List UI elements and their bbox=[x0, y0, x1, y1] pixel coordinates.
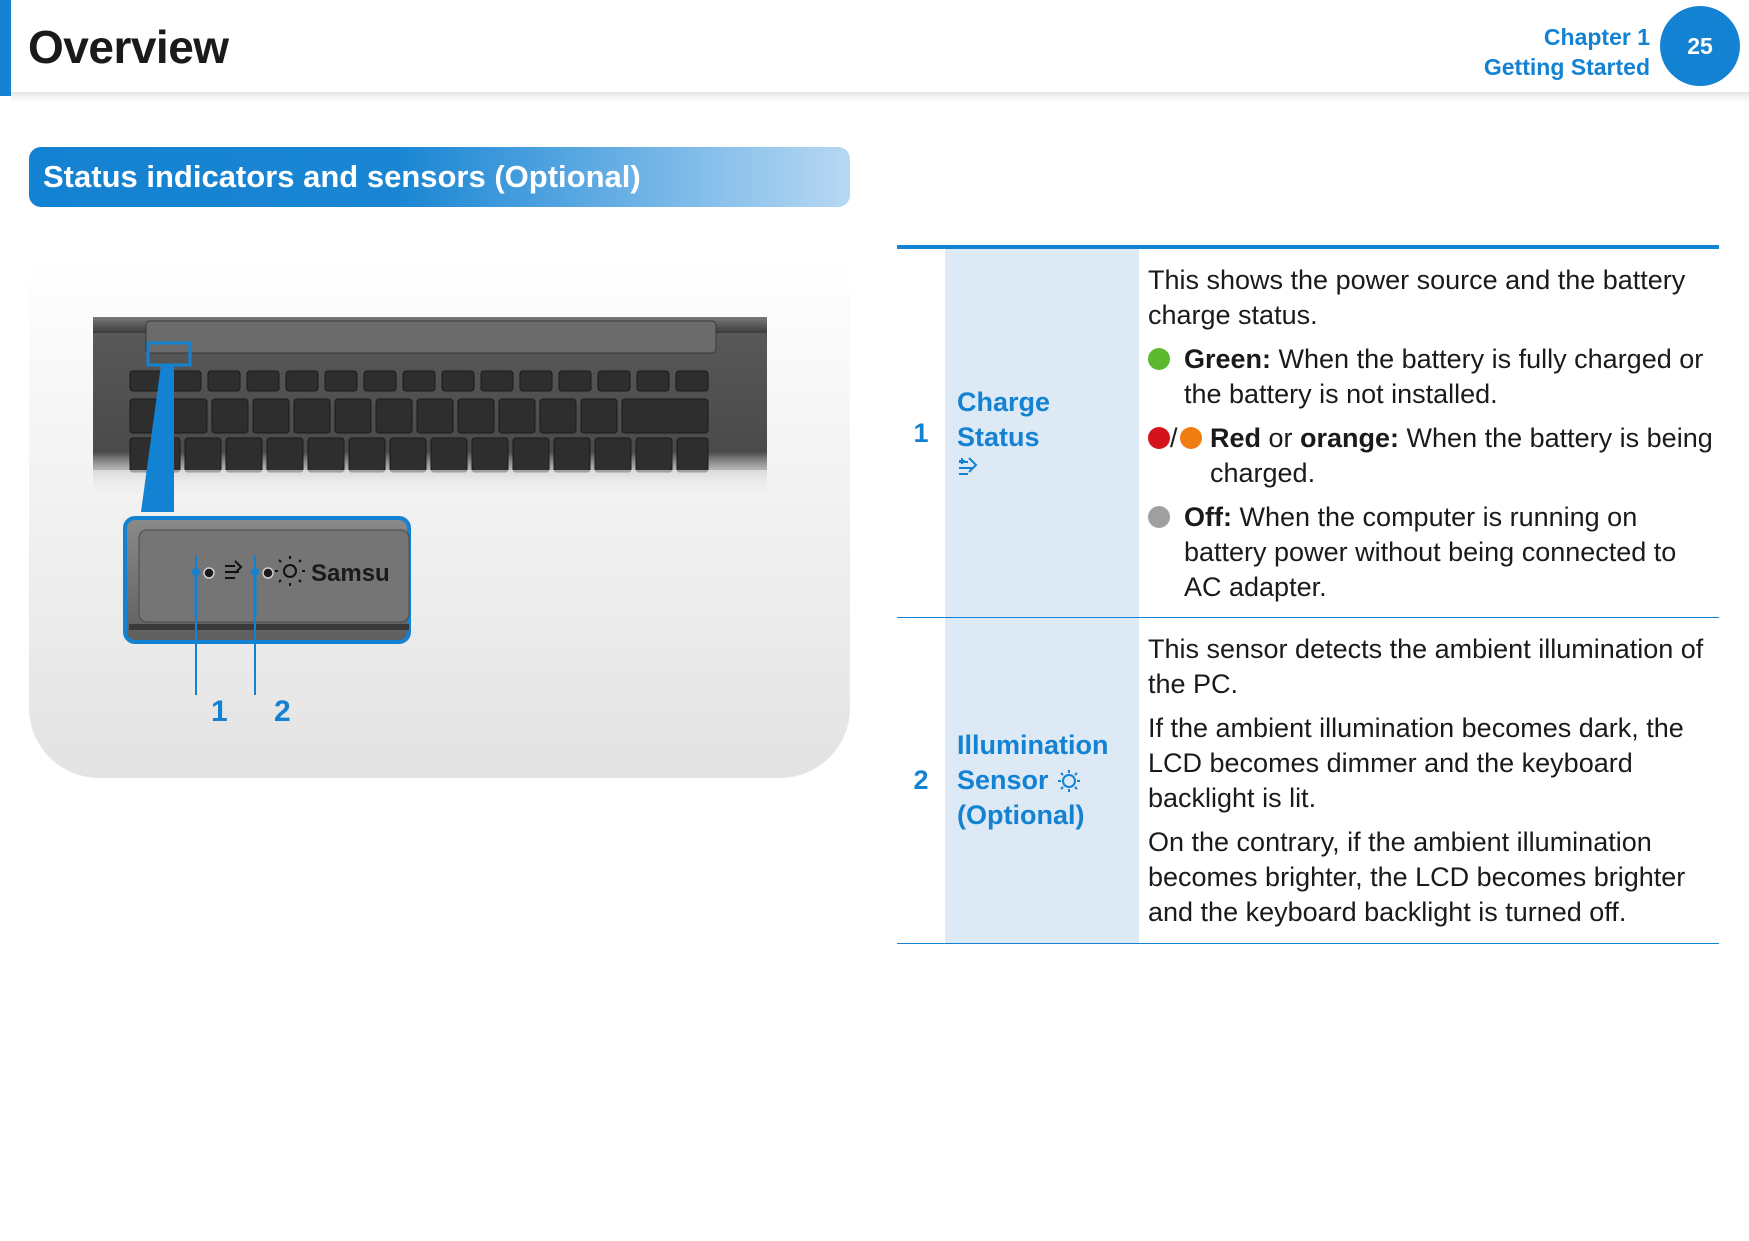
status-joiner: or bbox=[1261, 423, 1301, 453]
brand-text: Samsu bbox=[311, 560, 390, 587]
page-title: Overview bbox=[28, 21, 229, 73]
laptop-keyboard-illustration bbox=[29, 255, 850, 778]
status-text: When the battery is being charged. bbox=[1210, 423, 1713, 488]
row-paragraph: On the contrary, if the ambient illumination becomes brighter, the LCD becomes brighter and the keyboard backlight is turned off. bbox=[1148, 827, 1686, 927]
status-label: Off: bbox=[1184, 502, 1232, 532]
chapter-name: Getting Started bbox=[1483, 54, 1650, 80]
status-label-2: orange: bbox=[1300, 423, 1400, 453]
status-text: When the battery is fully charged or the battery is not installed. bbox=[1184, 344, 1704, 409]
row-name: Charge Status bbox=[957, 387, 1051, 452]
status-item-off bbox=[1148, 500, 1715, 605]
section-heading-bar bbox=[29, 147, 850, 207]
row-name-cell bbox=[945, 618, 1139, 943]
row-description bbox=[1139, 249, 1719, 617]
table-row bbox=[897, 618, 1719, 944]
laptop-figure bbox=[29, 255, 850, 778]
callout-2: 2 bbox=[274, 695, 291, 728]
header-accent-bar bbox=[0, 0, 11, 96]
illumination-sensor-icon bbox=[1056, 768, 1082, 794]
red-dot-icon bbox=[1148, 427, 1170, 449]
indicator-table bbox=[897, 245, 1719, 944]
status-text: When the computer is running on battery power without being connected to AC adapter. bbox=[1184, 502, 1677, 602]
callout-1: 1 bbox=[211, 695, 228, 728]
row-paragraph: This sensor detects the ambient illumination of the PC. bbox=[1148, 634, 1704, 699]
row-name-line2: Sensor bbox=[957, 763, 1129, 798]
charge-status-icon bbox=[957, 455, 983, 481]
status-item-green bbox=[1148, 342, 1715, 412]
gray-dot-icon bbox=[1148, 506, 1170, 528]
row-number: 1 bbox=[913, 417, 929, 448]
header-divider bbox=[11, 92, 1749, 102]
status-label: Green: bbox=[1184, 344, 1272, 374]
orange-dot-icon bbox=[1180, 427, 1202, 449]
status-item-red-orange: / Red or orange: When the battery is being charged. bbox=[1148, 421, 1715, 491]
section-title: Status indicators and sensors (Optional) bbox=[43, 159, 641, 194]
row-name-line3: (Optional) bbox=[957, 800, 1085, 830]
green-dot-icon bbox=[1148, 348, 1170, 370]
row-name-cell bbox=[945, 249, 1139, 617]
page-number-badge: 25 bbox=[1660, 6, 1740, 86]
table-row bbox=[897, 249, 1719, 618]
row-name-line1: Illumination bbox=[957, 730, 1109, 760]
status-label: Red bbox=[1210, 423, 1262, 453]
row-description bbox=[1139, 618, 1719, 943]
chapter-label: Chapter 1 bbox=[1543, 24, 1650, 50]
chapter-info bbox=[1484, 22, 1650, 82]
row-number: 2 bbox=[913, 765, 929, 795]
row-paragraph: If the ambient illumination becomes dark, the LCD becomes dimmer and the keyboard backlight is lit. bbox=[1148, 713, 1684, 813]
row-intro: This shows the power source and the battery charge status. bbox=[1148, 265, 1686, 330]
